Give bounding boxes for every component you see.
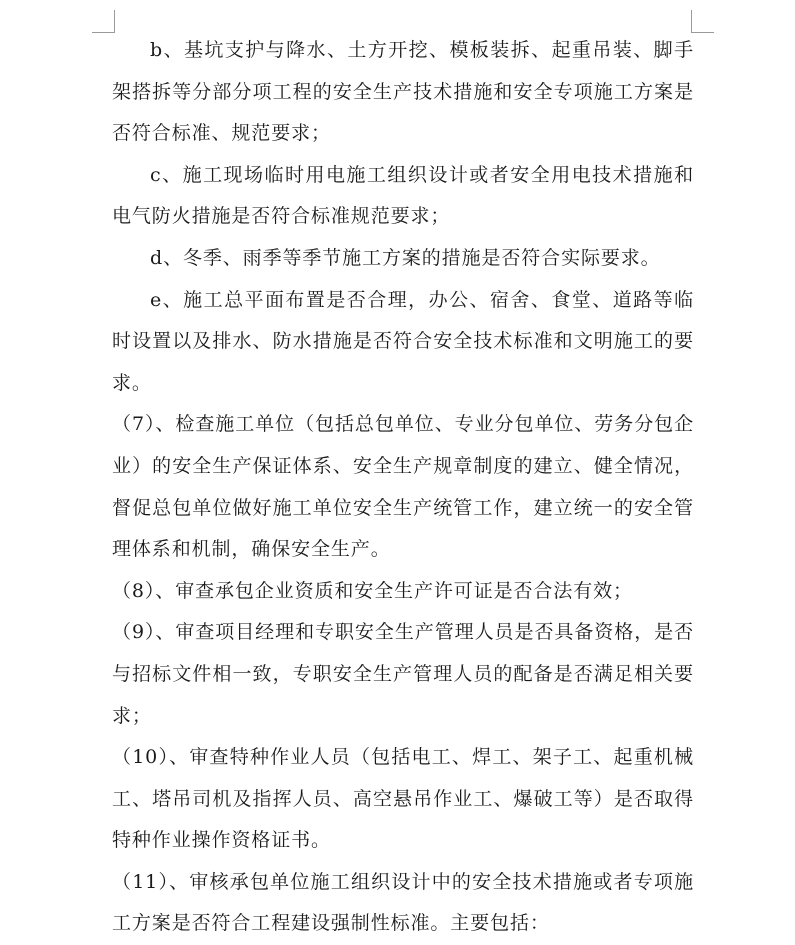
paragraph-item-c: c、施工现场临时用电施工组织设计或者安全用电技术措施和电气防火措施是否符合标准规范要求； [112,163,694,228]
paragraph-item-e: e、施工总平面布置是否合理，办公、宿舍、食堂、道路等临时设置以及排水、防水措施是否符合安全技术标准和文明施工的要求。 [112,288,694,394]
paragraph-item-7: （7）、检查施工单位（包括总包单位、专业分包单位、劳务分包企业）的安全生产保证体系、安全生产规章制度的建立、健全情况，督促总包单位做好施工单位安全生产统管工作，建立统一的安全管理体系和机制，确保安全生产。 [112,413,694,561]
paragraph-item-d: d、冬季、雨季等季节施工方案的措施是否符合实际要求。 [150,246,661,269]
page-corner-mark-top-right [691,10,714,33]
paragraph-item-10: （10）、审查特种作业人员（包括电工、焊工、架子工、起重机械工、塔吊司机及指挥人员、高空悬吊作业工、爆破工等）是否取得特种作业操作资格证书。 [112,746,694,852]
document-body [112,30,694,945]
paragraph-item-b: b、基坑支护与降水、土方开挖、模板装拆、起重吊装、脚手架搭拆等分部分项工程的安全生产技术措施和安全专项施工方案是否符合标准、规范要求； [112,39,694,145]
paragraph-item-9: （9）、审查项目经理和专职安全生产管理人员是否具备资格，是否与招标文件相一致，专职安全生产管理人员的配备是否满足相关要求； [112,621,694,727]
paragraph-item-8: （8）、审查承包企业资质和安全生产许可证是否合法有效； [112,579,633,602]
paragraph-item-11: （11）、审核承包单位施工组织设计中的安全技术措施或者专项施工方案是否符合工程建设强制性标准。主要包括： [112,870,694,935]
